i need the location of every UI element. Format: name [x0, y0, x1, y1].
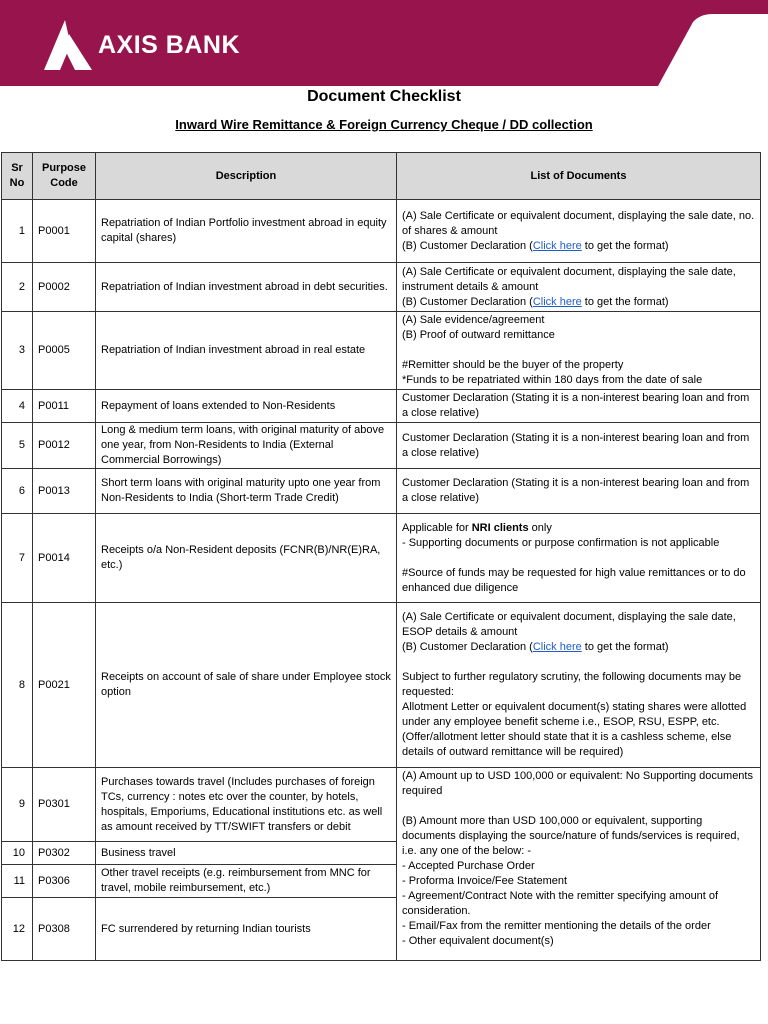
purpose-code: P0302 — [33, 842, 96, 865]
purpose-code: P0011 — [33, 390, 96, 423]
sr-no: 12 — [2, 898, 33, 961]
document-checklist-table — [1, 152, 761, 961]
brand-header — [0, 0, 768, 86]
description: Repatriation of Indian investment abroad in real estate — [96, 312, 397, 390]
description: Long & medium term loans, with original maturity of above one year, from Non-Residents to India (External Commercial Borrowings) — [96, 423, 397, 469]
table-row — [2, 514, 761, 603]
sr-no: 2 — [2, 263, 33, 312]
brand-name: AXIS BANK — [98, 30, 241, 59]
documents: (A) Sale Certificate or equivalent document, displaying the sale date, instrument details & amount (B) Customer Declaration (Click here to get the format) — [397, 263, 761, 312]
sr-no: 7 — [2, 514, 33, 603]
documents: (A) Sale evidence/agreement (B) Proof of outward remittance #Remitter should be the buyer of the property *Funds to be repatriated within 180 days from the date of sale — [397, 312, 761, 390]
purpose-code: P0308 — [33, 898, 96, 961]
purpose-code: P0012 — [33, 423, 96, 469]
axis-bank-logo — [38, 20, 240, 70]
purpose-code: P0014 — [33, 514, 96, 603]
purpose-code: P0002 — [33, 263, 96, 312]
description: Receipts o/a Non-Resident deposits (FCNR(B)/NR(E)RA, etc.) — [96, 514, 397, 603]
sr-no: 9 — [2, 768, 33, 842]
documents: Customer Declaration (Stating it is a non-interest bearing loan and from a close relative) — [397, 469, 761, 514]
header-purpose-code: Purpose Code — [33, 153, 96, 200]
documents: Customer Declaration (Stating it is a non-interest bearing loan and from a close relative) — [397, 423, 761, 469]
purpose-code: P0001 — [33, 200, 96, 263]
table-row — [2, 603, 761, 768]
sr-no: 4 — [2, 390, 33, 423]
table-header-row — [2, 153, 761, 200]
purpose-code: P0013 — [33, 469, 96, 514]
description: Other travel receipts (e.g. reimbursement from MNC for travel, mobile reimbursement, etc.) — [96, 865, 397, 898]
description: Repatriation of Indian investment abroad in debt securities. — [96, 263, 397, 312]
page-title: Document Checklist — [307, 88, 461, 105]
table-row — [2, 390, 761, 423]
header-sr-no: Sr No — [2, 153, 33, 200]
sr-no: 1 — [2, 200, 33, 263]
documents: (A) Sale Certificate or equivalent document, displaying the sale date, ESOP details & amount (B) Customer Declaration (Click here to get the format) Subject to further regulatory scrutiny, the following documents may be requested: Allotment Letter or equivalent document(s) stating shares were allotted under any employee benefit scheme i.e., ESOP, RSU, ESPP, etc. (Offer/allotment letter should state that it is a cashless scheme, else details of outward remittance will be required) — [397, 603, 761, 768]
sr-no: 5 — [2, 423, 33, 469]
purpose-code: P0301 — [33, 768, 96, 842]
header-description: Description — [96, 153, 397, 200]
sr-no: 3 — [2, 312, 33, 390]
table-row — [2, 200, 761, 263]
purpose-code: P0005 — [33, 312, 96, 390]
header-corner-shape — [618, 0, 768, 86]
purpose-code: P0306 — [33, 865, 96, 898]
travel-documents: (A) Amount up to USD 100,000 or equivalent: No Supporting documents required (B) Amount more than USD 100,000 or equivalent, supporting documents displaying the source/nature of funds/services is required, i.e. any one of the below: - - Accepted Purchase Order - Proforma Invoice/Fee Statement - Agreement/Contract Note with the remitter specifying amount of consideration. - Email/Fax from the remitter mentioning the details of the order - Other equivalent document(s) — [397, 768, 761, 961]
sr-no: 6 — [2, 469, 33, 514]
sr-no: 8 — [2, 603, 33, 768]
description: Short term loans with original maturity upto one year from Non-Residents to India (Short-term Trade Credit) — [96, 469, 397, 514]
purpose-code: P0021 — [33, 603, 96, 768]
description: FC surrendered by returning Indian tourists — [96, 898, 397, 961]
table-row — [2, 312, 761, 390]
sr-no: 11 — [2, 865, 33, 898]
table-row — [2, 423, 761, 469]
description: Receipts on account of sale of share under Employee stock option — [96, 603, 397, 768]
description: Business travel — [96, 842, 397, 865]
sr-no: 10 — [2, 842, 33, 865]
axis-logo-icon — [38, 20, 92, 70]
click-here-link[interactable]: Click here — [532, 295, 582, 308]
click-here-link[interactable]: Click here — [532, 641, 582, 653]
documents: (A) Sale Certificate or equivalent document, displaying the sale date, no. of shares & amount (B) Customer Declaration (Click here to get the format) — [397, 200, 761, 263]
description: Repayment of loans extended to Non-Residents — [96, 390, 397, 423]
click-here-link[interactable]: Click here — [532, 239, 582, 252]
table-row — [2, 469, 761, 514]
documents: Applicable for NRI clients only - Supporting documents or purpose confirmation is not applicable #Source of funds may be requested for high value remittances or to do enhanced due diligence — [397, 514, 761, 603]
table-row — [2, 263, 761, 312]
table-row — [2, 768, 761, 842]
header-list-of-documents: List of Documents — [397, 153, 761, 200]
documents: Customer Declaration (Stating it is a non-interest bearing loan and from a close relative) — [397, 390, 761, 423]
description: Purchases towards travel (Includes purchases of foreign TCs, currency : notes etc over the counter, by hotels, hospitals, Emporiums, Educational institutions etc. as well as amount received by TT/SWIFT transfers or debit — [96, 768, 397, 842]
page-subtitle: Inward Wire Remittance & Foreign Currency Cheque / DD collection — [175, 117, 593, 132]
description: Repatriation of Indian Portfolio investment abroad in equity capital (shares) — [96, 200, 397, 263]
